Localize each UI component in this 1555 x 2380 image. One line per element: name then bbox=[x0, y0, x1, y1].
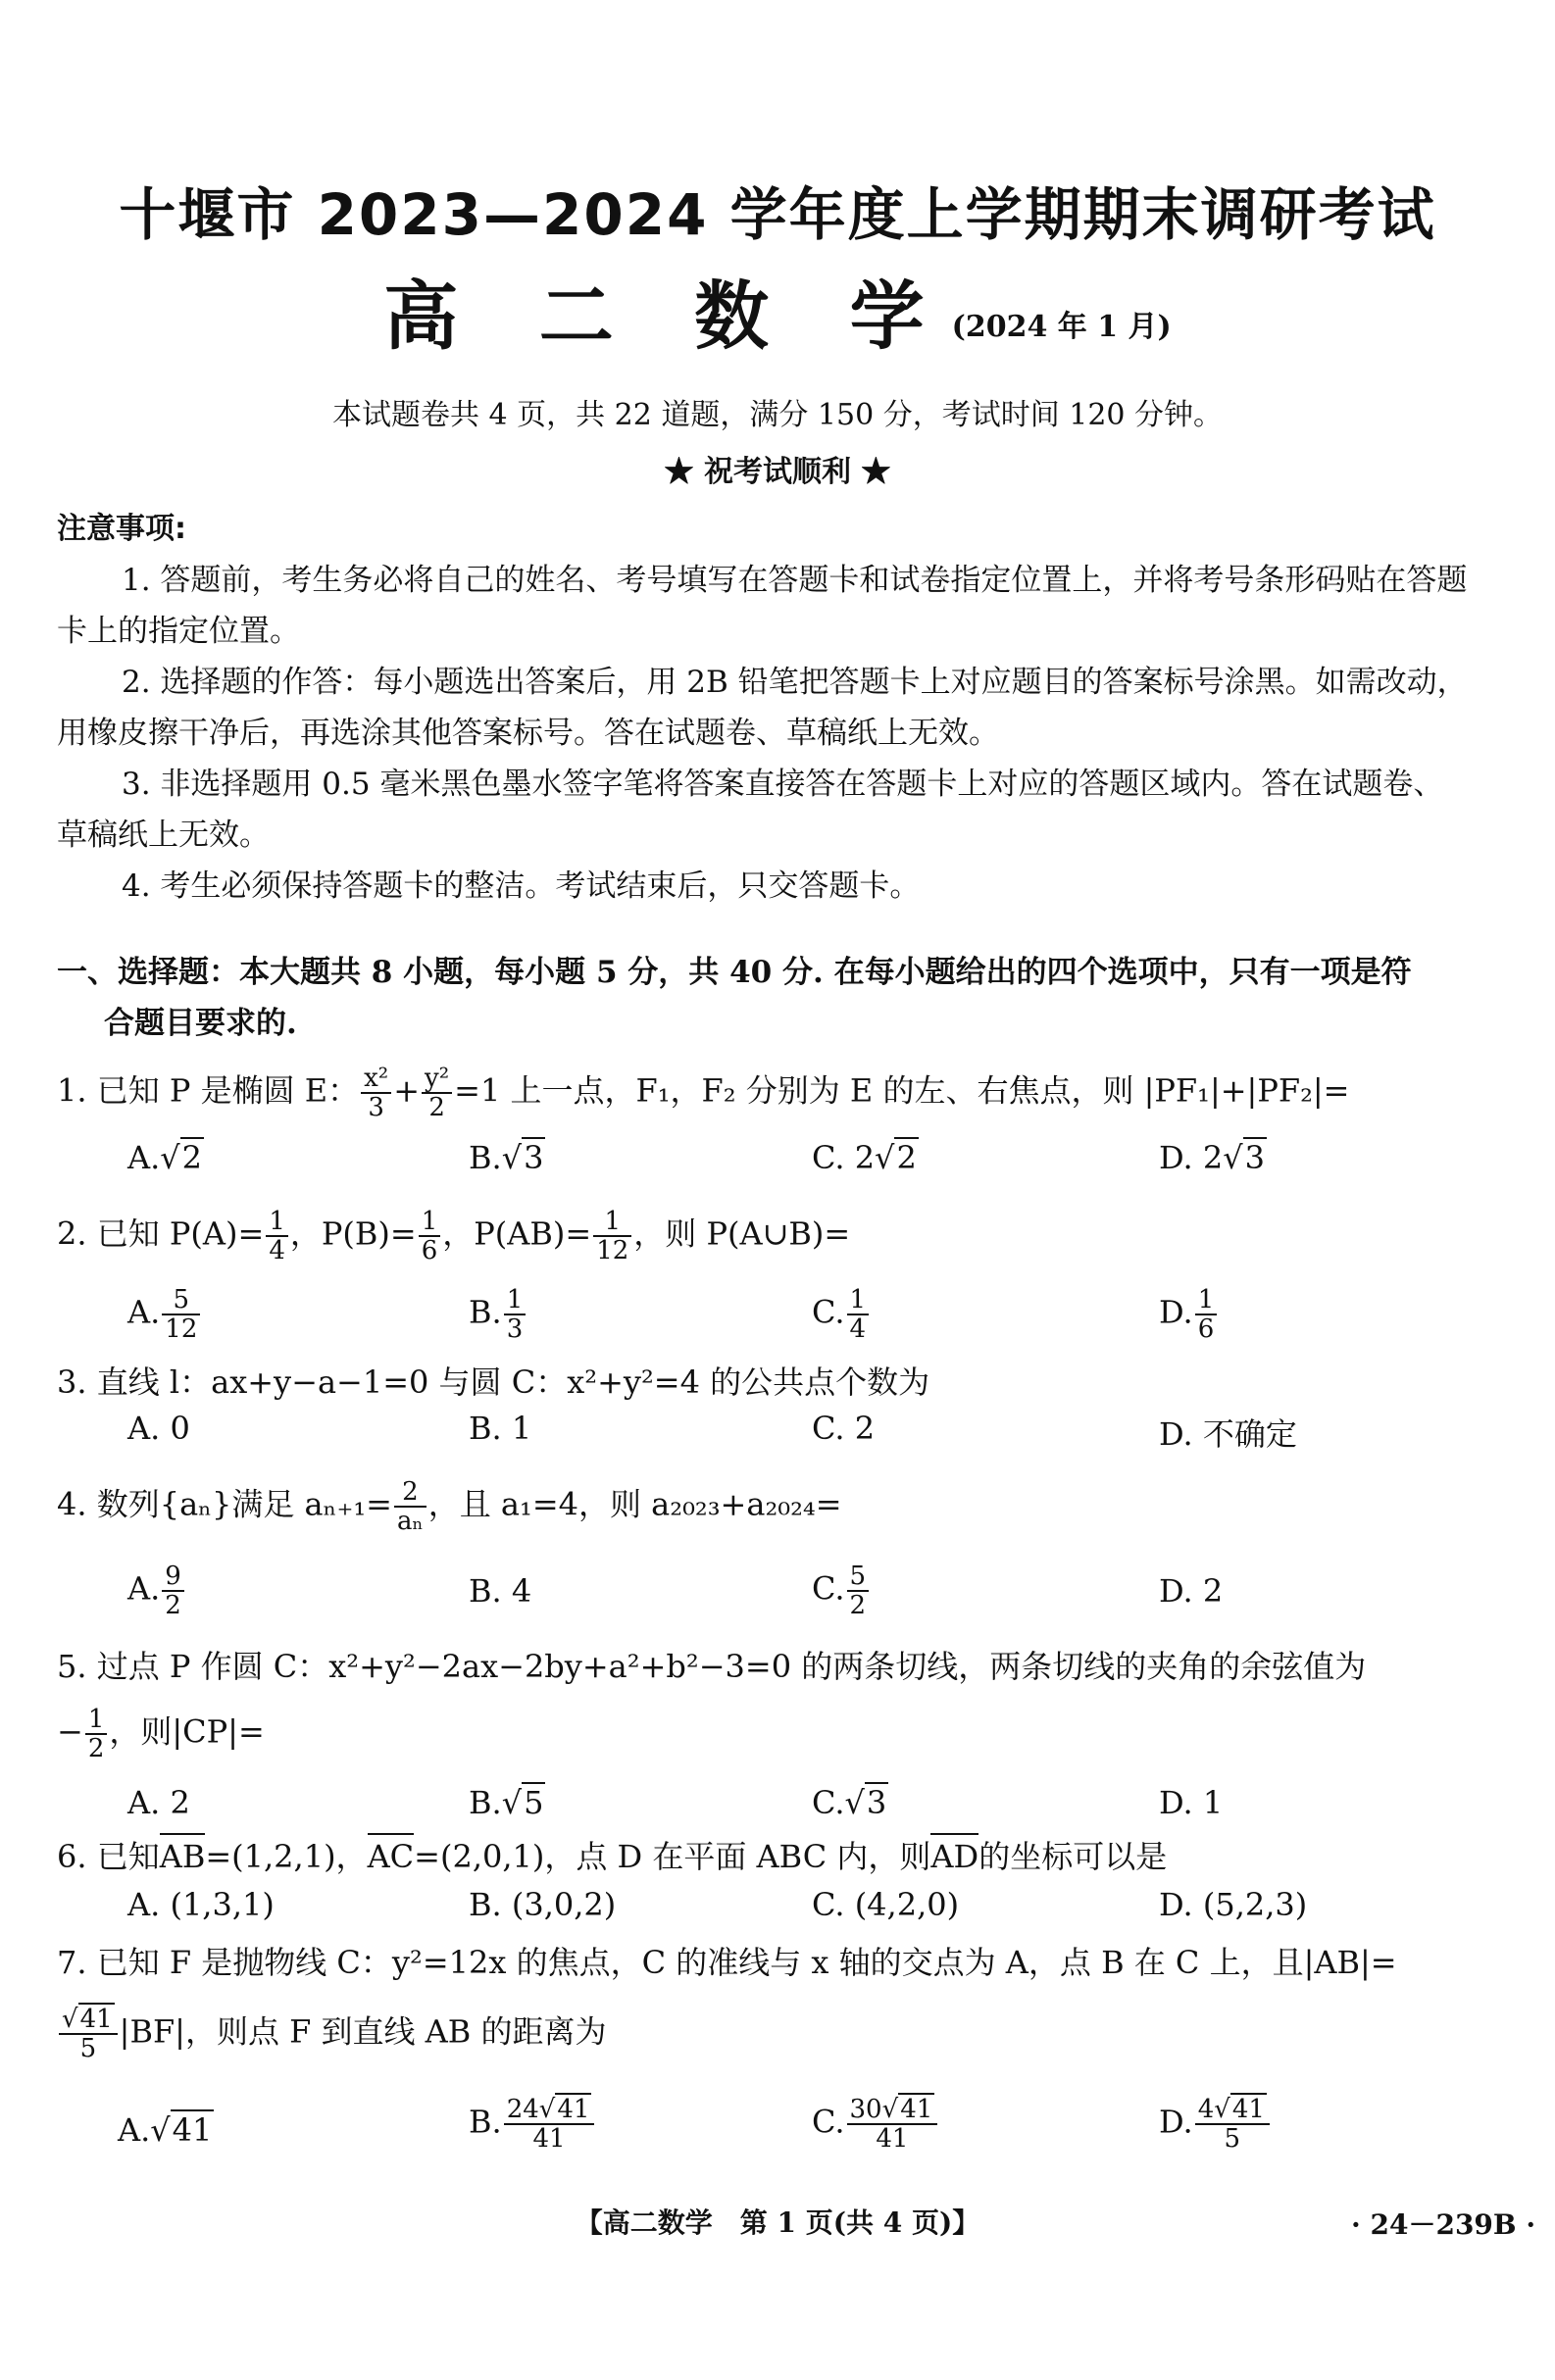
notice-heading: 注意事项: bbox=[57, 512, 186, 546]
q1-option-b: B.√3 bbox=[469, 1139, 544, 1176]
exam-code: · 24－239B · bbox=[1351, 2208, 1536, 2241]
q5-option-a: A. 2 bbox=[127, 1784, 190, 1821]
question-1 bbox=[57, 1065, 1469, 1121]
question-5-line1: 5. 过点 P 作圆 C：x²+y²−2ax−2by+a²+b²−3=0 的两条切线，两条切线的夹角的余弦值为 bbox=[57, 1648, 1367, 1685]
q1-plus: + bbox=[393, 1071, 421, 1110]
question-5-line2: − $\frac{1}{2}$ ，则|CP|= bbox=[57, 1705, 265, 1763]
notice-item-4: 4. 考生必须保持答题卡的整洁。考试结束后，只交答题卡。 bbox=[122, 868, 921, 904]
q1-option-c: C. 2√2 bbox=[812, 1139, 917, 1176]
q7-option-d: D. $\frac{4√41}{5}$ bbox=[1159, 2096, 1272, 2153]
q2-option-a: A. $\frac{5}{12}$ bbox=[127, 1286, 202, 1343]
q7-option-b: B. $\frac{24√41}{41}$ bbox=[469, 2096, 596, 2153]
subject-title bbox=[0, 257, 1555, 364]
question-7-line2: $\frac{√41}{5}$ |BF|，则点 F 到直线 AB 的距离为 bbox=[57, 2006, 1469, 2062]
q2-frac-pa: $\frac{1}{4}$ bbox=[266, 1208, 288, 1264]
q4-option-c: C. $\frac{5}{2}$ bbox=[812, 1562, 871, 1619]
q1-option-d: D. 2√3 bbox=[1159, 1139, 1265, 1176]
notice-item-2: 2. 选择题的作答：每小题选出答案后，用 2B 铅笔把答题卡上对应题目的答案标号涂黑。如需改动，用橡皮擦干净后，再选涂其他答案标号。答在试题卷、草稿纸上无效。 bbox=[57, 665, 1468, 751]
q1-frac-x: $\frac{\text{x²}}{3}$ bbox=[361, 1065, 391, 1121]
q2-option-b: B. $\frac{1}{3}$ bbox=[469, 1286, 527, 1343]
q7-option-a: A.√41 bbox=[118, 2111, 213, 2149]
q1-frac-y: $\frac{\text{y²}}{2}$ bbox=[422, 1065, 452, 1121]
question-6: 6. 已知AB=(1,2,1)，AC=(2,0,1)，点 D 在平面 ABC 内，则AD的坐标可以是 bbox=[57, 1831, 1469, 1882]
subject-name: 高 二 数 学 bbox=[383, 273, 952, 360]
q5-option-c: C.√3 bbox=[812, 1784, 887, 1821]
q6-option-a: A. (1,3,1) bbox=[127, 1886, 275, 1923]
exam-intro: 本试题卷共 4 页，共 22 道题，满分 150 分，考试时间 120 分钟。 bbox=[331, 398, 1224, 432]
question-3: 3. 直线 l：ax+y−a−1=0 与圆 C：x²+y²=4 的公共点个数为 bbox=[57, 1364, 930, 1401]
q5-option-b: B.√5 bbox=[469, 1784, 544, 1821]
section-heading-line2: 合题目要求的. bbox=[104, 1006, 297, 1041]
q4-frac: $\frac{2}{\text{aₙ}}$ bbox=[394, 1478, 426, 1535]
page-footer: 【高二数学 第 1 页(共 4 页)】 bbox=[575, 2206, 980, 2239]
q3-option-a: A. 0 bbox=[127, 1410, 190, 1447]
q2-frac-pab: $\frac{1}{12}$ bbox=[593, 1208, 631, 1264]
q4-option-b: B. 4 bbox=[469, 1572, 532, 1610]
exam-title: 十堰市 2023—2024 学年度上学期期末调研考试 bbox=[119, 181, 1436, 248]
q1-option-a: A.√2 bbox=[127, 1139, 203, 1176]
q1-text-a: 1. 已知 P 是椭圆 E： bbox=[57, 1071, 360, 1110]
q7-option-c: C. $\frac{30√41}{41}$ bbox=[812, 2096, 939, 2153]
notice-item-1: 1. 答题前，考生务必将自己的姓名、考号填写在答题卡和试卷指定位置上，并将考号条形码贴在答题卡上的指定位置。 bbox=[57, 563, 1468, 649]
q3-option-c: C. 2 bbox=[812, 1410, 876, 1447]
exam-date: (2024 年 1 月) bbox=[951, 310, 1172, 344]
q6-option-b: B. (3,0,2) bbox=[469, 1886, 617, 1923]
question-7-line1: 7. 已知 F 是抛物线 C：y²=12x 的焦点，C 的准线与 x 轴的交点为 A，点 B 在 C 上，且|AB|= bbox=[57, 1944, 1397, 1981]
q4-option-a: A. $\frac{9}{2}$ bbox=[127, 1562, 186, 1619]
q3-option-b: B. 1 bbox=[469, 1410, 532, 1447]
q2-frac-pb: $\frac{1}{6}$ bbox=[419, 1208, 441, 1264]
q2-option-d: D. $\frac{1}{6}$ bbox=[1159, 1286, 1219, 1343]
notice-item-3: 3. 非选择题用 0.5 毫米黑色墨水签字笔将答案直接答在答题卡上对应的答题区域内。答在试题卷、草稿纸上无效。 bbox=[57, 767, 1444, 853]
q6-option-c: C. (4,2,0) bbox=[812, 1886, 960, 1923]
q6-option-d: D. (5,2,3) bbox=[1159, 1886, 1308, 1923]
question-4: 4. 数列{aₙ}满足 aₙ₊₁= $\frac{2}{\text{aₙ}}$ ，且 a₁=4，则 a₂₀₂₃+a₂₀₂₄= bbox=[57, 1477, 842, 1536]
q3-option-d: D. 不确定 bbox=[1159, 1415, 1297, 1453]
section-heading-line1: 一、选择题：本大题共 8 小题，每小题 5 分，共 40 分. 在每小题给出的四个选项中，只有一项是符 bbox=[57, 955, 1412, 990]
q5-option-d: D. 1 bbox=[1159, 1784, 1224, 1821]
good-luck-banner: ★ 祝考试顺利 ★ bbox=[664, 455, 891, 489]
q1-text-b: =1 上一点，F₁，F₂ 分别为 E 的左、右焦点，则 |PF₁|+|PF₂|= bbox=[454, 1071, 1350, 1110]
q2-option-c: C. $\frac{1}{4}$ bbox=[812, 1286, 871, 1343]
question-2: 2. 已知 P(A)= $\frac{1}{4}$ ，P(B)= $\frac{1}{6}$ ，P(AB)= $\frac{1}{12}$ ，则 P(A∪B)= bbox=[57, 1207, 851, 1265]
q4-option-d: D. 2 bbox=[1159, 1572, 1224, 1610]
section-heading bbox=[57, 947, 1469, 1049]
